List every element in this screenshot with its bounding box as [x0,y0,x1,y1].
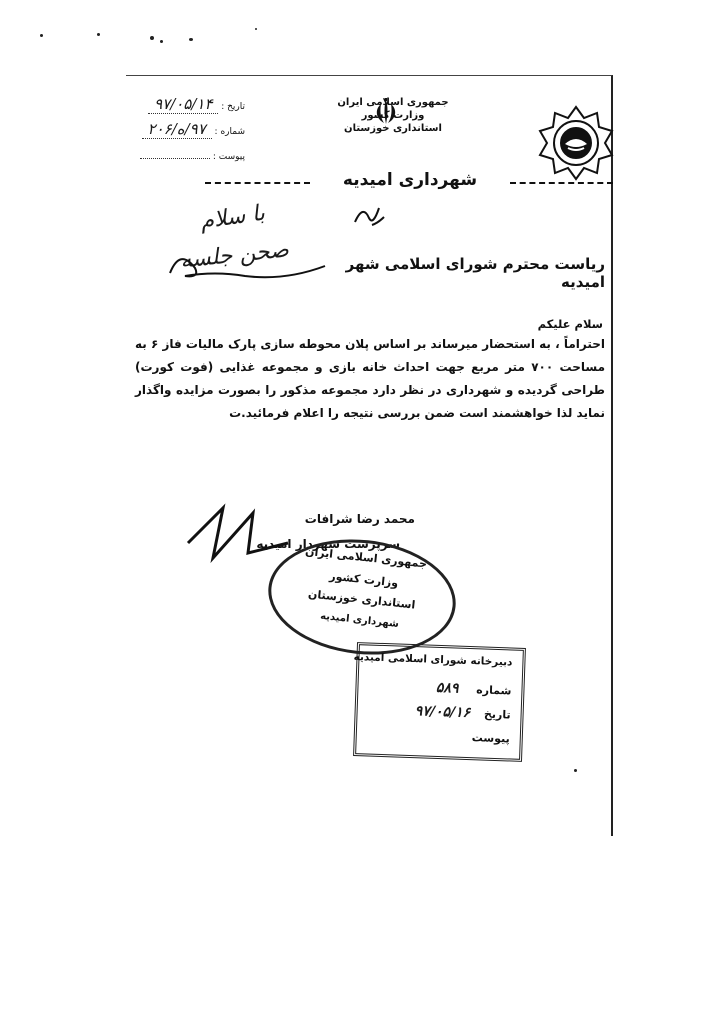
stamp-line: جمهوری اسلامی ایران [304,544,428,571]
date-value: ۹۷/۰۵/۱۴ [148,95,218,114]
scan-speck [160,40,163,43]
received-number-value: ۵۸۹ [435,679,459,697]
signature-name: محمد رضا شرافات [304,512,415,526]
received-stamp [353,642,526,762]
received-number-label: شماره [476,683,512,698]
municipality-banner [205,170,613,196]
received-date-label: تاریخ [483,707,511,722]
number-value: ۹۷/ه/۲۰۶ [142,120,212,139]
letter-greeting: سلام علیکم [537,317,603,331]
received-stamp-attachment: پیوست [471,731,510,746]
stamp-line: استانداری خوزستان [307,587,416,612]
header-governorate: استانداری خوزستان [344,123,442,134]
scan-speck [255,28,257,30]
received-date-value: ۹۷/۰۵/۱۶ [414,703,471,722]
scan-speck [97,33,100,36]
handwritten-scribble [150,238,350,288]
number-label: شماره : [214,127,245,137]
header-government [318,96,468,135]
banner-title: شهرداری امیدیه [342,170,478,190]
header-ministry: وزارت کشور [361,110,425,121]
banner-line-right [510,182,613,184]
handwritten-note: با سلام [198,200,267,235]
received-stamp-date [415,703,511,722]
scan-speck [150,36,154,40]
date-row [135,95,245,114]
banner-line-left [205,182,310,184]
number-row [135,120,245,139]
date-label: تاریخ : [221,102,245,112]
letter-addressee: ریاست محترم شورای اسلامی شهر امیدیه [345,255,605,291]
stamp-line: وزارت کشور [328,569,399,590]
initials-mark [350,200,390,230]
attachment-dots [140,150,210,159]
stamp-line: شهرداری امیدیه [319,610,400,630]
attachment-row [135,150,245,162]
scan-speck [189,38,193,41]
received-stamp-title: دبیرخانه شورای اسلامی امیدیه [353,650,513,669]
header-republic: جمهوری اسلامی ایران [337,97,449,108]
scan-speck [40,34,43,37]
handwritten-note: صحن جلسه [178,237,290,274]
letter-body: احتراماً ، به استحضار میرساند بر اساس پلان محوطه سازی پارک مالیات فاز ۶ به مساحت ۷۰۰ متر مربع جهت احداث خانه بازی و مجموعه غذایی (فوت کورت) طراحی گردیده و شهرداری در نظر دارد مجموعه مذکور را بصورت مزایده واگذار نماید لذا خواهشمند است ضمن بررسی نتیجه را اعلام فرمائید.ت [135,337,605,420]
signature-scribble [180,498,290,568]
signature-title: سرپرست شهردار امیدیه [256,537,400,551]
attachment-label: پیوست : [212,152,245,162]
received-stamp-number [436,680,512,699]
